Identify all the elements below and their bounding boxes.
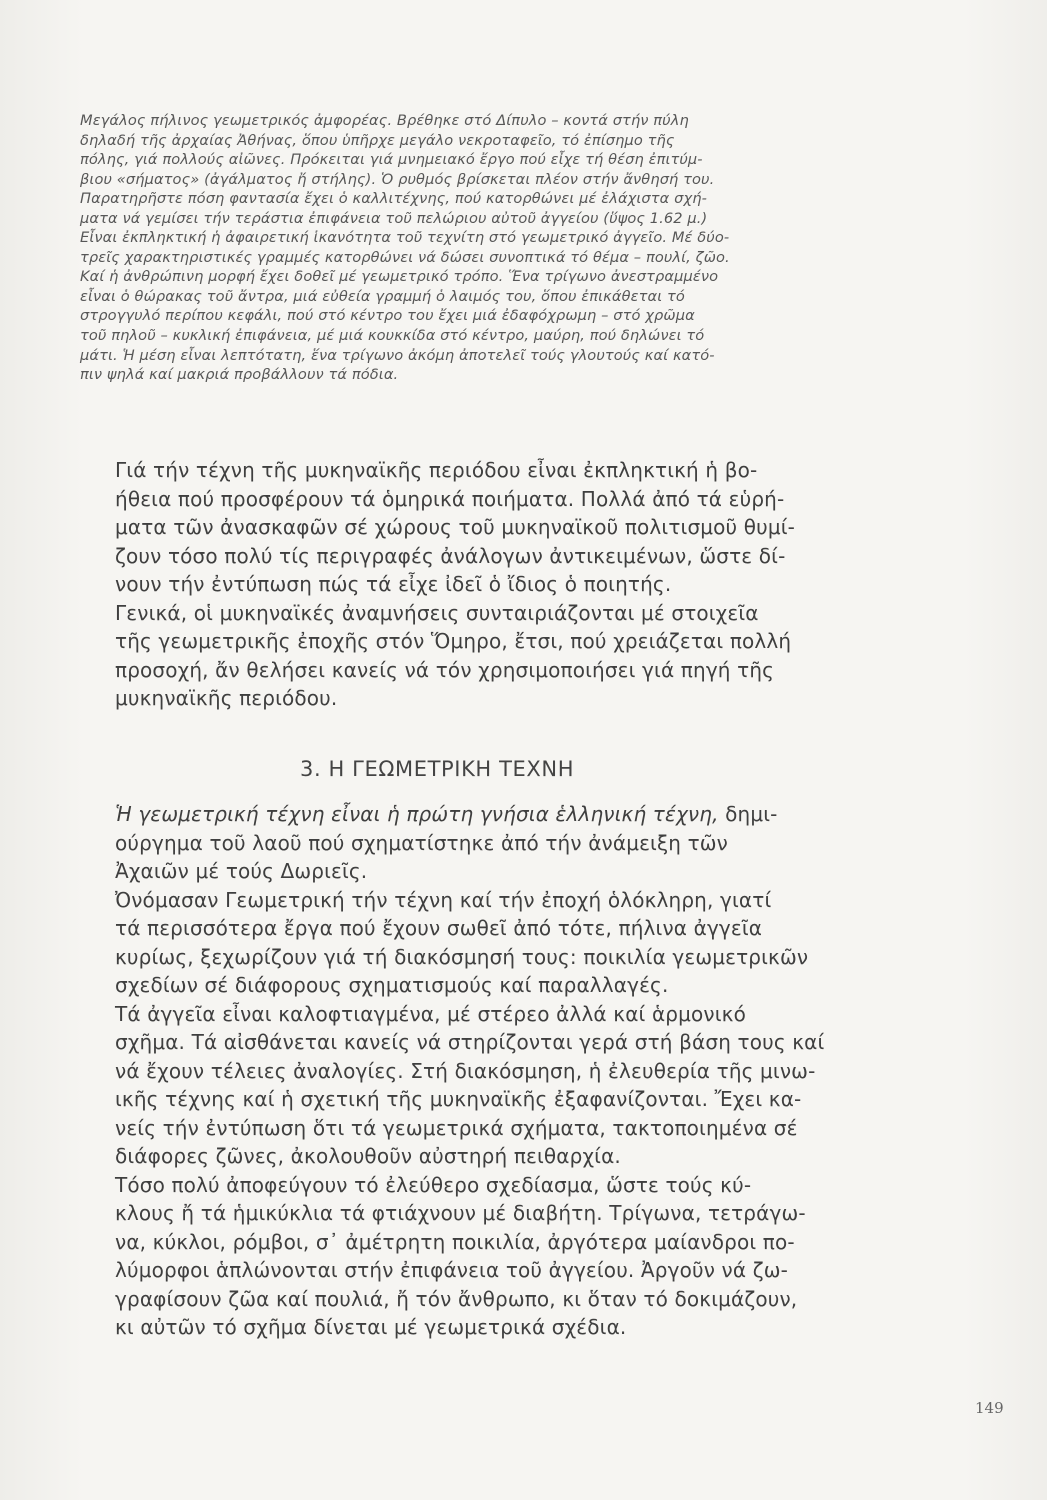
body-line: Τόσο πολύ ἀποφεύγουν τό ἐλεύθερο σχεδίασμα, ὥστε τούς κύ-: [115, 1172, 752, 1197]
body-line: ματα τῶν ἀνασκαφῶν σέ χώρους τοῦ μυκηναϊκοῦ πολιτισμοῦ θυμί-: [115, 515, 796, 539]
caption-line: τρεῖς χαρακτηριστικές γραμμές κατορθώνει νά δώσει συνοπτικά τό θέμα – πουλί, ζῶο.: [80, 248, 730, 266]
body-line: Τά ἀγγεῖα εἶναι καλοφτιαγμένα, μέ στέρεο ἀλλά καί ἁρμονικό: [115, 1001, 746, 1026]
body-line: λύμορφοι ἁπλώνονται στήν ἐπιφάνεια τοῦ ἀγγείου. Ἀργοῦν νά ζω-: [115, 1258, 788, 1282]
caption-line: Μεγάλος πήλινος γεωμετρικός ἀμφορέας. Βρέθηκε στό Δίπυλο – κοντά στήν πύλη: [80, 112, 689, 129]
body-line: Γιά τήν τέχνη τῆς μυκηναϊκῆς περιόδου εἶναι ἐκπληκτική ἡ βο-: [115, 458, 758, 482]
body-line: τά περισσότερα ἔργα πού ἔχουν σωθεῖ ἀπό τότε, πήλινα ἀγγεῖα: [115, 916, 763, 940]
body-line: Ὀνόμασαν Γεωμετρική τήν τέχνη καί τήν ἐποχή ὁλόκληρη, γιατί: [115, 887, 772, 912]
caption-line: εἶναι ὁ θώρακας τοῦ ἄντρα, μιά εὐθεία γραμμή ὁ λαιμός του, ὅπου ἐπικάθεται τό: [80, 287, 685, 305]
mycenaean-paragraphs: [115, 456, 835, 713]
emphasis-text: Ἡ γεωμετρική τέχνη εἶναι ἡ πρώτη γνήσια ἑλληνική τέχνη,: [115, 802, 719, 826]
body-line: ικῆς τέχνης καί ἡ σχετική τῆς μυκηναϊκῆς ἐξαφανίζονται. Ἔχει κα-: [115, 1087, 802, 1111]
caption-line: Παρατηρῆστε πόση φαντασία ἔχει ὁ καλλιτέχνης, πού κατορθώνει μέ ἐλάχιστα σχή-: [80, 190, 707, 208]
caption-line: Εἶναι ἐκπληκτική ἡ ἀφαιρετική ἱκανότητα τοῦ τεχνίτη στό γεωμετρικό ἀγγεῖο. Μέ δύο-: [80, 229, 730, 247]
geometric-art-paragraphs: [115, 800, 835, 1342]
body-line: νείς τήν ἐντύπωση ὅτι τά γεωμετρικά σχήματα, τακτοποιημένα σέ: [115, 1115, 798, 1140]
body-line: κυρίως, ξεχωρίζουν γιά τή διακόσμησή τους: ποικιλία γεωμετρικῶν: [115, 944, 809, 969]
caption-line: πιν ψηλά καί μακριά προβάλλουν τά πόδια.: [80, 366, 399, 384]
body-line: ζουν τόσο πολύ τίς περιγραφές ἀνάλογων ἀντικειμένων, ὥστε δί-: [115, 543, 786, 568]
body-line: Ἀχαιῶν μέ τούς Δωριεῖς.: [115, 859, 368, 883]
section-heading: 3. Η ΓΕΩΜΕΤΡΙΚΗ ΤΕΧΝΗ: [300, 757, 575, 781]
body-line: να, κύκλοι, ρόμβοι, σ᾽ ἀμέτρητη ποικιλία, ἀργότερα μαίανδροι πο-: [115, 1229, 795, 1254]
body-line: ήθεια πού προσφέρουν τά ὁμηρικά ποιήματα. Πολλά ἀπό τά εὑρή-: [115, 486, 785, 511]
page-number: 149: [975, 1399, 1004, 1417]
caption-line: τοῦ πηλοῦ – κυκλική ἐπιφάνεια, μέ μιά κουκκίδα στό κέντρο, μαύρη, πού δηλώνει τό: [80, 327, 705, 345]
figure-caption: [80, 111, 840, 385]
body-line: τῆς γεωμετρικῆς ἐποχῆς στόν Ὅμηρο, ἔτσι, πού χρειάζεται πολλή: [115, 629, 792, 653]
body-line: μυκηναϊκῆς περιόδου.: [115, 686, 338, 710]
caption-line: μάτι. Ἡ μέση εἶναι λεπτότατη, ἕνα τρίγωνο ἀκόμη ἀποτελεῖ τούς γλουτούς καί κατό-: [80, 346, 715, 364]
body-line: νά ἔχουν τέλειες ἀναλογίες. Στή διακόσμηση, ἡ ἐλευθερία τῆς μινω-: [115, 1058, 816, 1083]
first-line-rest: δημι-: [718, 802, 778, 826]
body-line: ούργημα τοῦ λαοῦ πού σχηματίστηκε ἀπό τήν ἀνάμειξη τῶν: [115, 830, 729, 855]
caption-line: ματα νά γεμίσει τήν τεράστια ἐπιφάνεια τοῦ πελώριου αὐτοῦ ἀγγείου (ὕψος 1.62 μ.): [80, 209, 708, 227]
caption-line: Καί ἡ ἀνθρώπινη μορφή ἔχει δοθεῖ μέ γεωμετρικό τρόπο. Ἕνα τρίγωνο ἀνεστραμμένο: [80, 268, 719, 286]
body-line: νουν τήν ἐντύπωση πώς τά εἶχε ἰδεῖ ὁ ἴδιος ὁ ποιητής.: [115, 572, 672, 596]
body-line: σχῆμα. Τά αἰσθάνεται κανείς νά στηρίζονται γερά στή βάση τους καί: [115, 1030, 825, 1054]
body-line-first: [115, 800, 835, 829]
body-line: γραφίσουν ζῶα καί πουλιά, ἤ τόν ἄνθρωπο, κι ὅταν τό δοκιμάζουν,: [115, 1286, 798, 1311]
body-line: κι αὐτῶν τό σχῆμα δίνεται μέ γεωμετρικά σχέδια.: [115, 1315, 627, 1339]
caption-line: βιου «σήματος» (ἀγάλματος ἤ στήλης). Ὁ ρυθμός βρίσκεται πλέον στήν ἄνθησή του.: [80, 170, 715, 188]
caption-line: δηλαδή τῆς ἀρχαίας Ἀθήνας, ὅπου ὑπῆρχε μεγάλο νεκροταφεῖο, τό ἐπίσημο τῆς: [80, 131, 675, 149]
body-line: σχεδίων σέ διάφορους σχηματισμούς καί παραλλαγές.: [115, 973, 669, 997]
caption-line: στρογγυλό περίπου κεφάλι, πού στό κέντρο του ἔχει μιά ἐδαφόχρωμη – στό χρῶμα: [80, 307, 695, 325]
body-line: διάφορες ζῶνες, ἀκολουθοῦν αὐστηρή πειθαρχία.: [115, 1144, 621, 1168]
body-line: κλους ἤ τά ἡμικύκλια τά φτιάχνουν μέ διαβήτη. Τρίγωνα, τετράγω-: [115, 1201, 806, 1225]
body-line: προσοχή, ἄν θελήσει κανείς νά τόν χρησιμοποιήσει γιά πηγή τῆς: [115, 657, 775, 682]
caption-line: πόλης, γιά πολλούς αἰῶνες. Πρόκειται γιά μνημειακό ἔργο πού εἶχε τή θέση ἐπιτύμ-: [80, 151, 703, 169]
body-line: Γενικά, οἱ μυκηναϊκές ἀναμνήσεις συνταιριάζονται μέ στοιχεῖα: [115, 600, 759, 625]
